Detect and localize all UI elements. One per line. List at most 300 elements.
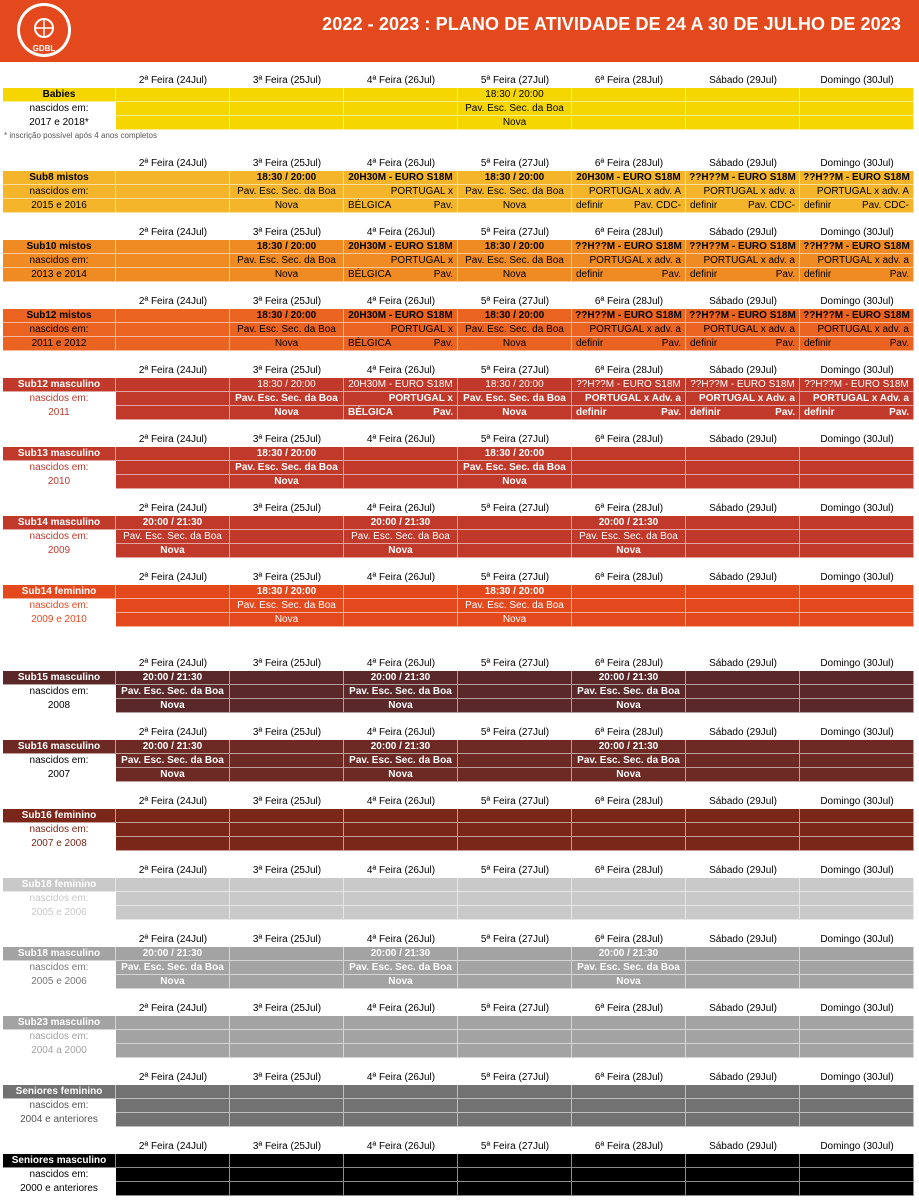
day-cell	[344, 1099, 458, 1113]
group-subrow	[3, 1044, 914, 1058]
day-header: 5ª Feira (27Jul)	[480, 865, 550, 876]
day-cell	[230, 1099, 344, 1113]
day-cell: 20:00 / 21:30	[572, 947, 686, 961]
day-header: 6ª Feira (28Jul)	[594, 296, 664, 307]
day-cell	[458, 961, 572, 975]
day-cell: 18:30 / 20:00	[458, 309, 572, 323]
group-label: Seniores masculino	[3, 1154, 116, 1168]
group-sub16-feminino	[0, 795, 919, 849]
day-cell	[800, 754, 914, 768]
day-header: Sábado (29Jul)	[709, 865, 777, 876]
group-label: Sub18 feminino	[3, 878, 116, 892]
day-cell	[116, 309, 230, 323]
day-header-row	[0, 571, 919, 585]
day-header: 2ª Feira (24Jul)	[138, 365, 208, 376]
day-cell	[116, 171, 230, 185]
day-header: Sábado (29Jul)	[709, 796, 777, 807]
day-cell: definir Pav.	[572, 406, 686, 420]
day-header: Domingo (30Jul)	[820, 865, 894, 876]
day-header: 4ª Feira (26Jul)	[366, 296, 436, 307]
day-header-row	[0, 795, 919, 809]
day-cell	[116, 447, 230, 461]
day-cell: 20:00 / 21:30	[116, 516, 230, 530]
day-header: 2ª Feira (24Jul)	[138, 158, 208, 169]
day-cell: Nova	[572, 699, 686, 713]
day-cell: 18:30 / 20:00	[458, 447, 572, 461]
born-label: nascidos em:	[3, 392, 116, 406]
day-cell: Pav. Esc. Sec. da Boa	[458, 323, 572, 337]
day-cell	[344, 102, 458, 116]
day-cell: Pav. Esc. Sec. da Boa	[116, 530, 230, 544]
day-cell	[116, 1113, 230, 1127]
day-cell	[116, 88, 230, 102]
group-subrow	[3, 337, 914, 351]
group-babies	[0, 74, 919, 128]
day-header: 6ª Feira (28Jul)	[594, 227, 664, 238]
group-sub15-masculino	[0, 657, 919, 711]
day-cell	[686, 975, 800, 989]
day-header: 4ª Feira (26Jul)	[366, 796, 436, 807]
day-cell	[458, 530, 572, 544]
day-cell	[458, 1085, 572, 1099]
day-cell: definir Pav.	[686, 406, 800, 420]
born-label: nascidos em:	[3, 685, 116, 699]
group-label: Sub16 masculino	[3, 740, 116, 754]
day-header: Sábado (29Jul)	[709, 658, 777, 669]
day-cell: PORTUGAL x adv. a	[572, 323, 686, 337]
schedule-grid	[3, 240, 914, 282]
day-cell: Nova	[344, 699, 458, 713]
day-cell	[686, 1154, 800, 1168]
day-header: 5ª Feira (27Jul)	[480, 75, 550, 86]
day-cell	[344, 613, 458, 627]
day-cell	[686, 475, 800, 489]
group-row	[3, 1016, 914, 1030]
group-sub18-feminino	[0, 864, 919, 918]
day-header: 2ª Feira (24Jul)	[138, 227, 208, 238]
day-header: Sábado (29Jul)	[709, 227, 777, 238]
day-cell: Pav. Esc. Sec. da Boa	[344, 685, 458, 699]
club-logo	[16, 2, 72, 58]
day-cell: ??H??M - EURO S18M	[572, 240, 686, 254]
group-subrow	[3, 323, 914, 337]
group-subrow	[3, 613, 914, 627]
day-cell	[686, 823, 800, 837]
day-cell: Nova	[458, 475, 572, 489]
day-cell	[686, 699, 800, 713]
born-label: nascidos em:	[3, 754, 116, 768]
day-cell	[344, 447, 458, 461]
born-years: 2007 e 2008	[3, 837, 116, 851]
schedule-grid	[3, 740, 914, 782]
day-header: Domingo (30Jul)	[820, 1141, 894, 1152]
day-cell	[344, 116, 458, 130]
group-row	[3, 309, 914, 323]
page-title: 2022 - 2023 : PLANO DE ATIVIDADE DE 24 A 30 DE JULHO DE 2023	[322, 14, 901, 34]
day-cell	[116, 199, 230, 213]
day-cell	[344, 1168, 458, 1182]
group-label: Sub18 masculino	[3, 947, 116, 961]
day-cell	[116, 878, 230, 892]
group-subrow	[3, 199, 914, 213]
day-cell	[116, 1030, 230, 1044]
day-header-row	[0, 1002, 919, 1016]
group-label: Sub8 mistos	[3, 171, 116, 185]
day-cell: 20:00 / 21:30	[116, 947, 230, 961]
day-header: 3ª Feira (25Jul)	[252, 1141, 322, 1152]
day-cell: Nova	[572, 975, 686, 989]
day-cell: 20H30M - EURO S18M	[344, 309, 458, 323]
schedule-grid	[3, 878, 914, 920]
day-cell: ??H??M - EURO S18M	[686, 240, 800, 254]
day-cell	[572, 613, 686, 627]
day-cell	[572, 88, 686, 102]
group-sub18-masculino	[0, 933, 919, 987]
day-cell	[458, 1113, 572, 1127]
day-cell: ??H??M - EURO S18M	[572, 378, 686, 392]
day-header: 4ª Feira (26Jul)	[366, 227, 436, 238]
day-cell: Nova	[458, 268, 572, 282]
day-cell	[344, 892, 458, 906]
day-header: 3ª Feira (25Jul)	[252, 934, 322, 945]
day-header: 4ª Feira (26Jul)	[366, 75, 436, 86]
day-header: Domingo (30Jul)	[820, 1003, 894, 1014]
day-cell	[686, 613, 800, 627]
group-sub14-masculino	[0, 502, 919, 556]
day-header: 5ª Feira (27Jul)	[480, 796, 550, 807]
day-cell: ??H??M - EURO S18M	[686, 171, 800, 185]
day-cell	[686, 961, 800, 975]
day-header: 4ª Feira (26Jul)	[366, 658, 436, 669]
day-header: Sábado (29Jul)	[709, 296, 777, 307]
group-sub23-masculino	[0, 1002, 919, 1056]
day-cell: Nova	[230, 337, 344, 351]
day-cell: Pav. Esc. Sec. da Boa	[230, 254, 344, 268]
schedule-grid	[3, 947, 914, 989]
day-header: 5ª Feira (27Jul)	[480, 1072, 550, 1083]
day-cell: Pav. Esc. Sec. da Boa	[230, 461, 344, 475]
day-cell	[572, 1168, 686, 1182]
day-cell	[230, 516, 344, 530]
day-cell	[116, 1044, 230, 1058]
schedule-grid	[3, 1085, 914, 1127]
day-cell: 18:30 / 20:00	[230, 171, 344, 185]
day-cell	[458, 740, 572, 754]
day-cell: Pav. Esc. Sec. da Boa	[116, 754, 230, 768]
day-header: 6ª Feira (28Jul)	[594, 796, 664, 807]
day-cell	[686, 809, 800, 823]
day-cell	[686, 447, 800, 461]
day-header: 6ª Feira (28Jul)	[594, 1003, 664, 1014]
day-cell: definir Pav. CDC-	[800, 199, 914, 213]
day-cell	[116, 837, 230, 851]
header-bar	[0, 0, 919, 62]
group-sub16-masculino	[0, 726, 919, 780]
group-subrow	[3, 544, 914, 558]
day-header: Sábado (29Jul)	[709, 75, 777, 86]
day-cell	[572, 809, 686, 823]
day-header-row	[0, 1140, 919, 1154]
day-cell	[344, 1154, 458, 1168]
born-label: nascidos em:	[3, 461, 116, 475]
day-header: 2ª Feira (24Jul)	[138, 1072, 208, 1083]
day-cell	[800, 1016, 914, 1030]
day-cell	[230, 1154, 344, 1168]
group-row	[3, 378, 914, 392]
day-cell	[800, 475, 914, 489]
day-cell	[800, 878, 914, 892]
day-cell	[116, 1016, 230, 1030]
day-cell	[458, 1016, 572, 1030]
group-label: Sub12 mistos	[3, 309, 116, 323]
born-years: 2011 e 2012	[3, 337, 116, 351]
day-cell	[800, 1182, 914, 1196]
group-sub12-mistos	[0, 295, 919, 349]
day-cell	[458, 754, 572, 768]
group-subrow	[3, 1099, 914, 1113]
day-cell: 18:30 / 20:00	[230, 447, 344, 461]
group-subrow	[3, 268, 914, 282]
day-cell	[458, 947, 572, 961]
day-header-row	[0, 933, 919, 947]
day-cell	[686, 102, 800, 116]
born-years: 2009	[3, 544, 116, 558]
day-cell: BÉLGICA Pav.	[344, 199, 458, 213]
day-header-row	[0, 364, 919, 378]
day-cell	[116, 406, 230, 420]
day-cell: PORTUGAL x Adv. a	[686, 392, 800, 406]
day-cell: PORTUGAL x adv. a	[686, 323, 800, 337]
group-subrow	[3, 961, 914, 975]
day-cell: 20:00 / 21:30	[344, 516, 458, 530]
day-header: 6ª Feira (28Jul)	[594, 865, 664, 876]
day-cell: Nova	[572, 768, 686, 782]
born-years: 2004 a 2000	[3, 1044, 116, 1058]
day-header-row	[0, 295, 919, 309]
day-cell: definir Pav. CDC-	[572, 199, 686, 213]
day-header: 5ª Feira (27Jul)	[480, 1003, 550, 1014]
day-header: 2ª Feira (24Jul)	[138, 796, 208, 807]
group-row	[3, 671, 914, 685]
day-cell	[458, 878, 572, 892]
born-years: 2008	[3, 699, 116, 713]
day-cell: definir Pav. CDC-	[686, 199, 800, 213]
day-header: 4ª Feira (26Jul)	[366, 365, 436, 376]
day-cell	[458, 1044, 572, 1058]
day-cell	[800, 1044, 914, 1058]
day-cell: PORTUGAL x Adv. a	[800, 392, 914, 406]
day-header: 2ª Feira (24Jul)	[138, 658, 208, 669]
day-cell: ??H??M - EURO S18M	[800, 171, 914, 185]
day-header: 4ª Feira (26Jul)	[366, 503, 436, 514]
day-cell	[572, 906, 686, 920]
day-cell: ??H??M - EURO S18M	[686, 378, 800, 392]
day-cell: Pav. Esc. Sec. da Boa	[572, 530, 686, 544]
day-cell	[230, 823, 344, 837]
day-cell: Nova	[230, 475, 344, 489]
day-cell	[116, 254, 230, 268]
day-cell: Pav. Esc. Sec. da Boa	[344, 961, 458, 975]
day-cell	[230, 837, 344, 851]
day-cell: BÉLGICA Pav.	[344, 406, 458, 420]
day-cell	[458, 544, 572, 558]
day-cell	[572, 1154, 686, 1168]
day-header: 2ª Feira (24Jul)	[138, 572, 208, 583]
day-header: 4ª Feira (26Jul)	[366, 434, 436, 445]
day-cell	[686, 116, 800, 130]
group-label: Babies	[3, 88, 116, 102]
group-subrow	[3, 116, 914, 130]
schedule-grid	[3, 309, 914, 351]
day-cell	[230, 671, 344, 685]
day-cell	[686, 516, 800, 530]
day-cell	[230, 1085, 344, 1099]
day-cell	[800, 1154, 914, 1168]
born-label: nascidos em:	[3, 1030, 116, 1044]
day-header: 5ª Feira (27Jul)	[480, 365, 550, 376]
born-label: nascidos em:	[3, 961, 116, 975]
day-cell	[800, 1030, 914, 1044]
group-label: Sub23 masculino	[3, 1016, 116, 1030]
day-header: 4ª Feira (26Jul)	[366, 1072, 436, 1083]
day-cell	[344, 461, 458, 475]
day-header: 6ª Feira (28Jul)	[594, 658, 664, 669]
day-cell	[344, 599, 458, 613]
group-subrow	[3, 1030, 914, 1044]
day-cell: Nova	[230, 406, 344, 420]
day-cell: ??H??M - EURO S18M	[800, 309, 914, 323]
born-years: 2011	[3, 406, 116, 420]
day-header: 3ª Feira (25Jul)	[252, 572, 322, 583]
day-cell	[230, 809, 344, 823]
group-row	[3, 240, 914, 254]
day-cell	[800, 88, 914, 102]
schedule-grid	[3, 88, 914, 130]
day-header: Sábado (29Jul)	[709, 365, 777, 376]
day-header: 6ª Feira (28Jul)	[594, 1141, 664, 1152]
day-cell: Pav. Esc. Sec. da Boa	[458, 392, 572, 406]
born-label: nascidos em:	[3, 254, 116, 268]
group-row	[3, 585, 914, 599]
day-cell	[344, 809, 458, 823]
born-years: 2017 e 2018*	[3, 116, 116, 130]
born-label: nascidos em:	[3, 102, 116, 116]
day-cell	[800, 530, 914, 544]
day-cell	[116, 475, 230, 489]
day-cell	[230, 878, 344, 892]
day-cell: ??H??M - EURO S18M	[800, 378, 914, 392]
day-header: 3ª Feira (25Jul)	[252, 158, 322, 169]
day-cell	[458, 516, 572, 530]
day-cell	[230, 754, 344, 768]
day-cell	[230, 1168, 344, 1182]
day-cell	[800, 961, 914, 975]
day-cell	[686, 671, 800, 685]
day-cell	[230, 961, 344, 975]
group-sub8-mistos	[0, 157, 919, 211]
day-header: Sábado (29Jul)	[709, 934, 777, 945]
day-cell	[116, 1099, 230, 1113]
day-cell	[572, 102, 686, 116]
day-cell	[800, 613, 914, 627]
day-header: Domingo (30Jul)	[820, 934, 894, 945]
day-cell	[800, 544, 914, 558]
day-cell	[230, 892, 344, 906]
day-cell	[230, 530, 344, 544]
group-subrow	[3, 254, 914, 268]
day-header-row	[0, 1071, 919, 1085]
day-cell	[800, 975, 914, 989]
born-years: 2005 e 2006	[3, 975, 116, 989]
day-cell: Nova	[458, 116, 572, 130]
day-cell	[230, 768, 344, 782]
born-label: nascidos em:	[3, 185, 116, 199]
day-cell	[572, 585, 686, 599]
day-cell: definir Pav.	[572, 337, 686, 351]
day-cell: Nova	[344, 768, 458, 782]
group-label: Sub16 feminino	[3, 809, 116, 823]
day-cell: Nova	[116, 768, 230, 782]
day-header: 6ª Feira (28Jul)	[594, 727, 664, 738]
day-header: 2ª Feira (24Jul)	[138, 296, 208, 307]
day-cell	[116, 613, 230, 627]
day-cell	[686, 1113, 800, 1127]
day-header: Domingo (30Jul)	[820, 434, 894, 445]
schedule-grid	[3, 809, 914, 851]
day-header: 3ª Feira (25Jul)	[252, 1003, 322, 1014]
day-cell	[230, 1182, 344, 1196]
day-cell: 20:00 / 21:30	[572, 740, 686, 754]
day-header: 2ª Feira (24Jul)	[138, 1003, 208, 1014]
born-years: 2000 e anteriores	[3, 1182, 116, 1196]
day-cell: 18:30 / 20:00	[458, 378, 572, 392]
day-cell: PORTUGAL x	[344, 185, 458, 199]
group-label: Sub13 masculino	[3, 447, 116, 461]
day-header: 6ª Feira (28Jul)	[594, 75, 664, 86]
day-cell	[116, 240, 230, 254]
day-cell	[116, 378, 230, 392]
day-header: Domingo (30Jul)	[820, 365, 894, 376]
day-cell: Pav. Esc. Sec. da Boa	[572, 685, 686, 699]
day-header: 5ª Feira (27Jul)	[480, 227, 550, 238]
day-cell	[116, 392, 230, 406]
day-cell: Pav. Esc. Sec. da Boa	[230, 185, 344, 199]
day-cell	[686, 599, 800, 613]
group-subrow	[3, 823, 914, 837]
day-cell: 20H30M - EURO S18M	[344, 378, 458, 392]
day-cell	[686, 88, 800, 102]
group-row	[3, 88, 914, 102]
day-header: 3ª Feira (25Jul)	[252, 75, 322, 86]
svg-text:GDBL: GDBL	[32, 44, 56, 53]
day-cell	[116, 1182, 230, 1196]
day-cell: ??H??M - EURO S18M	[800, 240, 914, 254]
day-cell	[800, 906, 914, 920]
day-cell	[230, 740, 344, 754]
day-cell: 20:00 / 21:30	[572, 516, 686, 530]
group-subrow	[3, 768, 914, 782]
day-cell	[800, 1085, 914, 1099]
group-seniores-masculino	[0, 1140, 919, 1194]
group-row	[3, 171, 914, 185]
day-header: 5ª Feira (27Jul)	[480, 503, 550, 514]
day-header: Sábado (29Jul)	[709, 1003, 777, 1014]
day-cell	[800, 685, 914, 699]
group-seniores-feminino	[0, 1071, 919, 1125]
day-cell: PORTUGAL x adv. a	[800, 323, 914, 337]
day-cell: BÉLGICA Pav.	[344, 268, 458, 282]
day-cell	[686, 461, 800, 475]
